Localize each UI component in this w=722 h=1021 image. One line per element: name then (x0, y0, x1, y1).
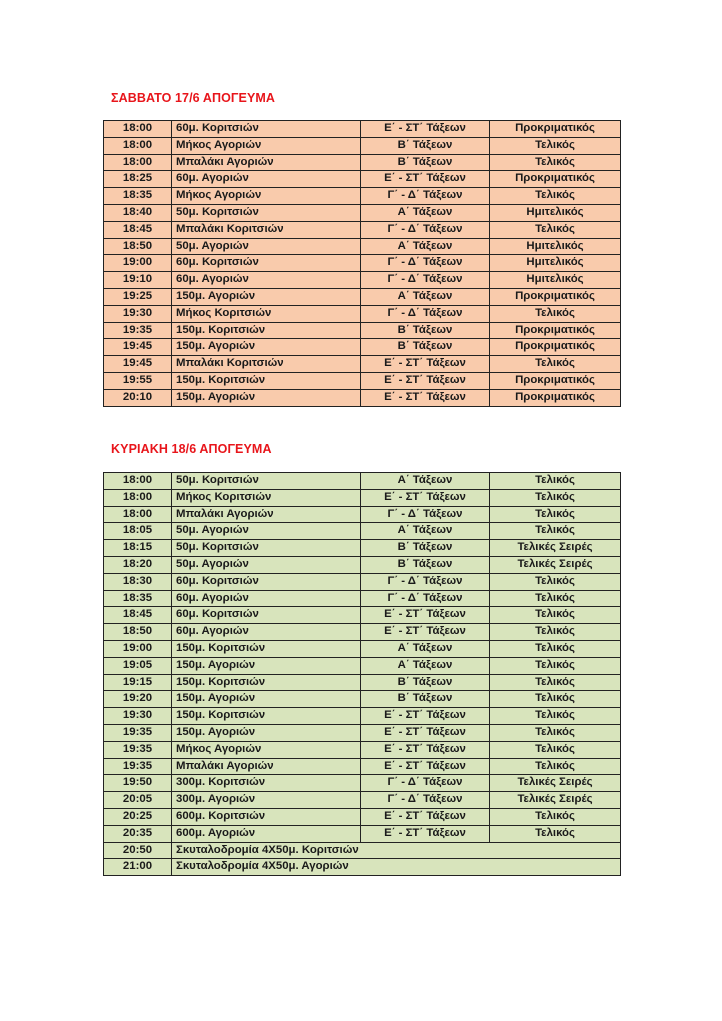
round-cell: Ημιτελικός (490, 255, 621, 272)
class-cell: Β΄ Τάξεων (361, 322, 490, 339)
class-cell: Ε΄ - ΣΤ΄ Τάξεων (361, 708, 490, 725)
round-cell: Τελικός (490, 356, 621, 373)
class-cell: Α΄ Τάξεων (361, 657, 490, 674)
table-row (104, 523, 621, 540)
time-cell: 18:00 (104, 154, 172, 171)
time-cell: 19:15 (104, 674, 172, 691)
time-cell: 19:35 (104, 758, 172, 775)
class-cell: Γ΄ - Δ΄ Τάξεων (361, 188, 490, 205)
round-cell: Τελικός (490, 640, 621, 657)
event-cell: 50μ. Κοριτσιών (172, 540, 361, 557)
round-cell: Τελικός (490, 808, 621, 825)
table-row (104, 121, 621, 138)
class-cell: Α΄ Τάξεων (361, 238, 490, 255)
event-cell: 150μ. Κοριτσιών (172, 372, 361, 389)
time-cell: 19:10 (104, 272, 172, 289)
round-cell: Τελικός (490, 657, 621, 674)
table-row (104, 288, 621, 305)
table-row (104, 674, 621, 691)
class-cell: Ε΄ - ΣΤ΄ Τάξεων (361, 808, 490, 825)
relay-event-cell: Σκυταλοδρομία 4Χ50μ. Κοριτσιών (172, 842, 621, 859)
table-row (104, 204, 621, 221)
table-row (104, 792, 621, 809)
table-row (104, 741, 621, 758)
class-cell: Γ΄ - Δ΄ Τάξεων (361, 221, 490, 238)
sunday-schedule-table (103, 472, 621, 876)
round-cell: Τελικός (490, 573, 621, 590)
time-cell: 19:35 (104, 724, 172, 741)
round-cell: Τελικές Σειρές (490, 540, 621, 557)
event-cell: Μήκος Κοριτσιών (172, 489, 361, 506)
event-cell: 50μ. Αγοριών (172, 556, 361, 573)
round-cell: Τελικός (490, 758, 621, 775)
time-cell: 18:05 (104, 523, 172, 540)
class-cell: Γ΄ - Δ΄ Τάξεων (361, 775, 490, 792)
round-cell: Τελικός (490, 741, 621, 758)
event-cell: 60μ. Κοριτσιών (172, 255, 361, 272)
round-cell: Τελικός (490, 489, 621, 506)
event-cell: 60μ. Αγοριών (172, 624, 361, 641)
round-cell: Τελικός (490, 523, 621, 540)
round-cell: Τελικός (490, 624, 621, 641)
class-cell: Ε΄ - ΣΤ΄ Τάξεων (361, 758, 490, 775)
table-row (104, 724, 621, 741)
table-row (104, 640, 621, 657)
round-cell: Ημιτελικός (490, 204, 621, 221)
sunday-schedule-body (104, 473, 621, 876)
time-cell: 18:25 (104, 171, 172, 188)
event-cell: 300μ. Κοριτσιών (172, 775, 361, 792)
time-cell: 20:25 (104, 808, 172, 825)
table-row (104, 322, 621, 339)
table-row (104, 540, 621, 557)
event-cell: 60μ. Αγοριών (172, 590, 361, 607)
table-row (104, 506, 621, 523)
class-cell: Ε΄ - ΣΤ΄ Τάξεων (361, 825, 490, 842)
relay-row (104, 842, 621, 859)
class-cell: Α΄ Τάξεων (361, 523, 490, 540)
class-cell: Ε΄ - ΣΤ΄ Τάξεων (361, 607, 490, 624)
time-cell: 20:05 (104, 792, 172, 809)
event-cell: Μπαλάκι Αγοριών (172, 154, 361, 171)
event-cell: 150μ. Αγοριών (172, 724, 361, 741)
table-row (104, 657, 621, 674)
class-cell: Ε΄ - ΣΤ΄ Τάξεων (361, 372, 490, 389)
event-cell: 50μ. Κοριτσιών (172, 204, 361, 221)
class-cell: Ε΄ - ΣΤ΄ Τάξεων (361, 389, 490, 406)
relay-row (104, 859, 621, 876)
time-cell: 18:40 (104, 204, 172, 221)
round-cell: Τελικός (490, 137, 621, 154)
time-cell: 19:30 (104, 305, 172, 322)
event-cell: 300μ. Αγοριών (172, 792, 361, 809)
table-row (104, 556, 621, 573)
time-cell: 18:45 (104, 221, 172, 238)
event-cell: 150μ. Κοριτσιών (172, 674, 361, 691)
class-cell: Β΄ Τάξεων (361, 137, 490, 154)
class-cell: Β΄ Τάξεων (361, 154, 490, 171)
table-row (104, 372, 621, 389)
class-cell: Ε΄ - ΣΤ΄ Τάξεων (361, 624, 490, 641)
round-cell: Τελικός (490, 221, 621, 238)
event-cell: 50μ. Κοριτσιών (172, 473, 361, 490)
event-cell: 150μ. Αγοριών (172, 691, 361, 708)
event-cell: 150μ. Κοριτσιών (172, 640, 361, 657)
round-cell: Προκριματικός (490, 288, 621, 305)
table-row (104, 221, 621, 238)
class-cell: Β΄ Τάξεων (361, 556, 490, 573)
event-cell: Μπαλάκι Αγοριών (172, 758, 361, 775)
time-cell: 18:30 (104, 573, 172, 590)
table-row (104, 607, 621, 624)
table-row (104, 590, 621, 607)
event-cell: 50μ. Αγοριών (172, 523, 361, 540)
event-cell: Μήκος Κοριτσιών (172, 305, 361, 322)
table-row (104, 573, 621, 590)
event-cell: Μήκος Αγοριών (172, 741, 361, 758)
event-cell: 150μ. Αγοριών (172, 657, 361, 674)
round-cell: Προκριματικός (490, 372, 621, 389)
table-row (104, 624, 621, 641)
round-cell: Τελικός (490, 607, 621, 624)
saturday-heading: ΣΑΒΒΑΤΟ 17/6 ΑΠΟΓΕΥΜΑ (111, 91, 276, 105)
round-cell: Τελικός (490, 691, 621, 708)
round-cell: Ημιτελικός (490, 238, 621, 255)
round-cell: Τελικός (490, 708, 621, 725)
class-cell: Β΄ Τάξεων (361, 691, 490, 708)
time-cell: 20:35 (104, 825, 172, 842)
table-row (104, 808, 621, 825)
round-cell: Τελικός (490, 724, 621, 741)
event-cell: 600μ. Αγοριών (172, 825, 361, 842)
class-cell: Γ΄ - Δ΄ Τάξεων (361, 792, 490, 809)
round-cell: Τελικός (490, 305, 621, 322)
event-cell: Μήκος Αγοριών (172, 137, 361, 154)
round-cell: Προκριματικός (490, 121, 621, 138)
event-cell: 150μ. Αγοριών (172, 389, 361, 406)
table-row (104, 171, 621, 188)
round-cell: Προκριματικός (490, 171, 621, 188)
class-cell: Γ΄ - Δ΄ Τάξεων (361, 506, 490, 523)
time-cell: 18:50 (104, 238, 172, 255)
table-row (104, 758, 621, 775)
class-cell: Γ΄ - Δ΄ Τάξεων (361, 255, 490, 272)
class-cell: Ε΄ - ΣΤ΄ Τάξεων (361, 121, 490, 138)
round-cell: Τελικές Σειρές (490, 556, 621, 573)
event-cell: Μπαλάκι Κοριτσιών (172, 221, 361, 238)
time-cell: 19:30 (104, 708, 172, 725)
event-cell: 150μ. Κοριτσιών (172, 322, 361, 339)
event-cell: Μπαλάκι Κοριτσιών (172, 356, 361, 373)
class-cell: Γ΄ - Δ΄ Τάξεων (361, 590, 490, 607)
round-cell: Τελικός (490, 506, 621, 523)
event-cell: 60μ. Αγοριών (172, 272, 361, 289)
round-cell: Τελικός (490, 674, 621, 691)
time-cell: 19:25 (104, 288, 172, 305)
time-cell: 18:20 (104, 556, 172, 573)
class-cell: Α΄ Τάξεων (361, 288, 490, 305)
table-row (104, 188, 621, 205)
round-cell: Προκριματικός (490, 389, 621, 406)
table-row (104, 356, 621, 373)
table-row (104, 339, 621, 356)
table-row (104, 389, 621, 406)
class-cell: Ε΄ - ΣΤ΄ Τάξεων (361, 356, 490, 373)
time-cell: 19:00 (104, 255, 172, 272)
event-cell: 50μ. Αγοριών (172, 238, 361, 255)
saturday-schedule-body (104, 121, 621, 407)
relay-event-cell: Σκυταλοδρομία 4Χ50μ. Αγοριών (172, 859, 621, 876)
event-cell: 60μ. Κοριτσιών (172, 607, 361, 624)
class-cell: Ε΄ - ΣΤ΄ Τάξεων (361, 171, 490, 188)
round-cell: Ημιτελικός (490, 272, 621, 289)
time-cell: 19:05 (104, 657, 172, 674)
table-row (104, 691, 621, 708)
table-row (104, 473, 621, 490)
class-cell: Ε΄ - ΣΤ΄ Τάξεων (361, 724, 490, 741)
round-cell: Τελικές Σειρές (490, 792, 621, 809)
time-cell: 18:45 (104, 607, 172, 624)
class-cell: Α΄ Τάξεων (361, 473, 490, 490)
class-cell: Γ΄ - Δ΄ Τάξεων (361, 305, 490, 322)
time-cell: 19:35 (104, 322, 172, 339)
time-cell: 20:10 (104, 389, 172, 406)
event-cell: 60μ. Κοριτσιών (172, 573, 361, 590)
class-cell: Γ΄ - Δ΄ Τάξεων (361, 573, 490, 590)
event-cell: Μπαλάκι Αγοριών (172, 506, 361, 523)
event-cell: 150μ. Κοριτσιών (172, 708, 361, 725)
time-cell: 18:00 (104, 473, 172, 490)
time-cell: 19:50 (104, 775, 172, 792)
round-cell: Προκριματικός (490, 339, 621, 356)
round-cell: Τελικές Σειρές (490, 775, 621, 792)
class-cell: Β΄ Τάξεων (361, 674, 490, 691)
time-cell: 18:00 (104, 137, 172, 154)
table-row (104, 255, 621, 272)
round-cell: Τελικός (490, 590, 621, 607)
table-row (104, 489, 621, 506)
class-cell: Γ΄ - Δ΄ Τάξεων (361, 272, 490, 289)
event-cell: 60μ. Κοριτσιών (172, 121, 361, 138)
table-row (104, 238, 621, 255)
table-row (104, 825, 621, 842)
saturday-schedule-table (103, 120, 621, 407)
time-cell: 19:20 (104, 691, 172, 708)
table-row (104, 775, 621, 792)
time-cell: 19:55 (104, 372, 172, 389)
round-cell: Τελικός (490, 188, 621, 205)
class-cell: Β΄ Τάξεων (361, 339, 490, 356)
time-cell: 19:00 (104, 640, 172, 657)
time-cell: 19:35 (104, 741, 172, 758)
time-cell: 18:35 (104, 188, 172, 205)
event-cell: Μήκος Αγοριών (172, 188, 361, 205)
time-cell: 18:15 (104, 540, 172, 557)
class-cell: Β΄ Τάξεων (361, 540, 490, 557)
class-cell: Ε΄ - ΣΤ΄ Τάξεων (361, 489, 490, 506)
sunday-heading: ΚΥΡΙΑΚΗ 18/6 ΑΠΟΓΕΥΜΑ (111, 442, 272, 456)
time-cell: 19:45 (104, 339, 172, 356)
table-row (104, 272, 621, 289)
time-cell: 21:00 (104, 859, 172, 876)
round-cell: Τελικός (490, 154, 621, 171)
round-cell: Προκριματικός (490, 322, 621, 339)
class-cell: Ε΄ - ΣΤ΄ Τάξεων (361, 741, 490, 758)
event-cell: 150μ. Αγοριών (172, 339, 361, 356)
time-cell: 18:35 (104, 590, 172, 607)
table-row (104, 708, 621, 725)
time-cell: 18:00 (104, 506, 172, 523)
table-row (104, 305, 621, 322)
time-cell: 18:00 (104, 121, 172, 138)
time-cell: 18:50 (104, 624, 172, 641)
table-row (104, 154, 621, 171)
time-cell: 19:45 (104, 356, 172, 373)
round-cell: Τελικός (490, 825, 621, 842)
table-row (104, 137, 621, 154)
event-cell: 60μ. Αγοριών (172, 171, 361, 188)
event-cell: 600μ. Κοριτσιών (172, 808, 361, 825)
time-cell: 20:50 (104, 842, 172, 859)
event-cell: 150μ. Αγοριών (172, 288, 361, 305)
class-cell: Α΄ Τάξεων (361, 640, 490, 657)
class-cell: Α΄ Τάξεων (361, 204, 490, 221)
time-cell: 18:00 (104, 489, 172, 506)
round-cell: Τελικός (490, 473, 621, 490)
